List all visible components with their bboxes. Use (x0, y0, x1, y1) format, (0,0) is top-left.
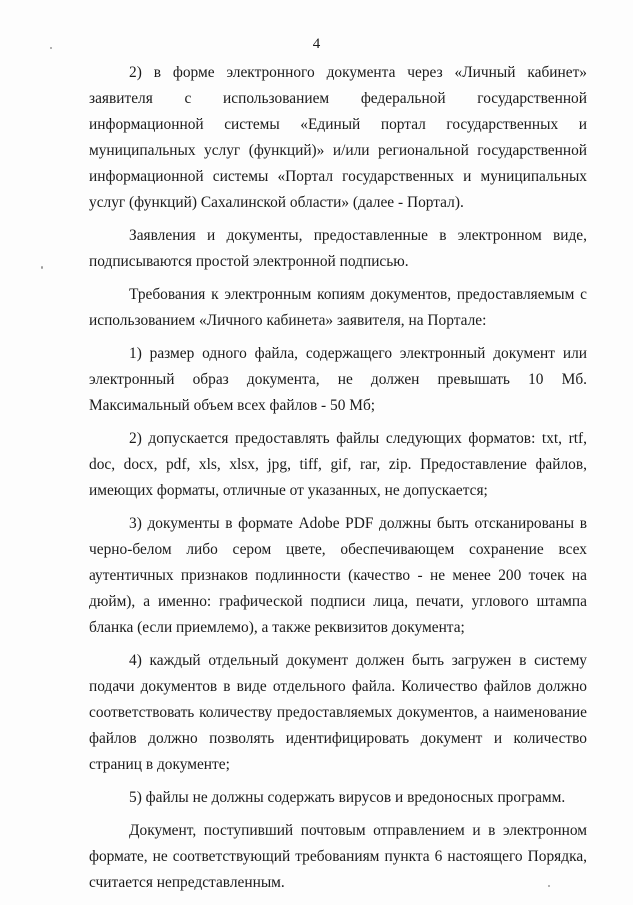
paragraph-file-formats: 2) допускается предоставлять файлы следующих форматов: txt, rtf, doc, docx, pdf, xls, xlsx, jpg, tiff, gif, rar, zip. Предоставление файлов, имеющих форматы, отличные от указанных, не допускается; (89, 430, 587, 499)
paragraph-non-compliant-document: Документ, поступивший почтовым отправлением и в электронном формате, не соответствующий требованиям пункта 6 настоящего Порядка, считается непредставленным. (89, 822, 587, 891)
document-body (89, 60, 587, 896)
paragraph-requirements-intro: Требования к электронным копиям документов, предоставляемым с использованием «Личного кабинета» заявителя, на Портале: (89, 286, 587, 329)
paragraph-file-size: 1) размер одного файла, содержащего электронный документ или электронный образ документа, не должен превышать 10 Мб. Максимальный объем всех файлов - 50 Мб; (89, 345, 587, 414)
scan-speck (41, 266, 43, 269)
paragraph-pdf-scan-quality: 3) документы в формате Adobe PDF должны быть отсканированы в черно-белом либо сером цвете, обеспечивающем сохранение всех аутентичных признаков подлинности (качество - не менее 200 точек на дюйм), а именно: графической подписи лица, печати, углового штампа бланка (если приемлемо), а также реквизитов документа; (89, 515, 587, 636)
page-number: 4 (312, 36, 321, 52)
paragraph-electronic-signature: Заявления и документы, предоставленные в электронном виде, подписываются простой электронной подписью. (89, 227, 587, 270)
paragraph-separate-files: 4) каждый отдельный документ должен быть загружен в систему подачи документов в виде отдельного файла. Количество файлов должно соответствовать количеству предоставляемых документов, а наименование файлов должно позволять идентифицировать документ и количество страниц в документе; (89, 652, 587, 773)
paragraph-item-2-electronic-form: 2) в форме электронного документа через «Личный кабинет» заявителя с использованием федеральной государственной информационной системы «Единый портал государственных и муниципальных услуг (функций)» и/или региональной государственной информационной системы «Портал государственных и муниципальных услуг (функций) Сахалинской области» (далее - Портал). (89, 64, 587, 211)
paragraph-no-viruses: 5) файлы не должны содержать вирусов и вредоносных программ. (129, 789, 566, 806)
